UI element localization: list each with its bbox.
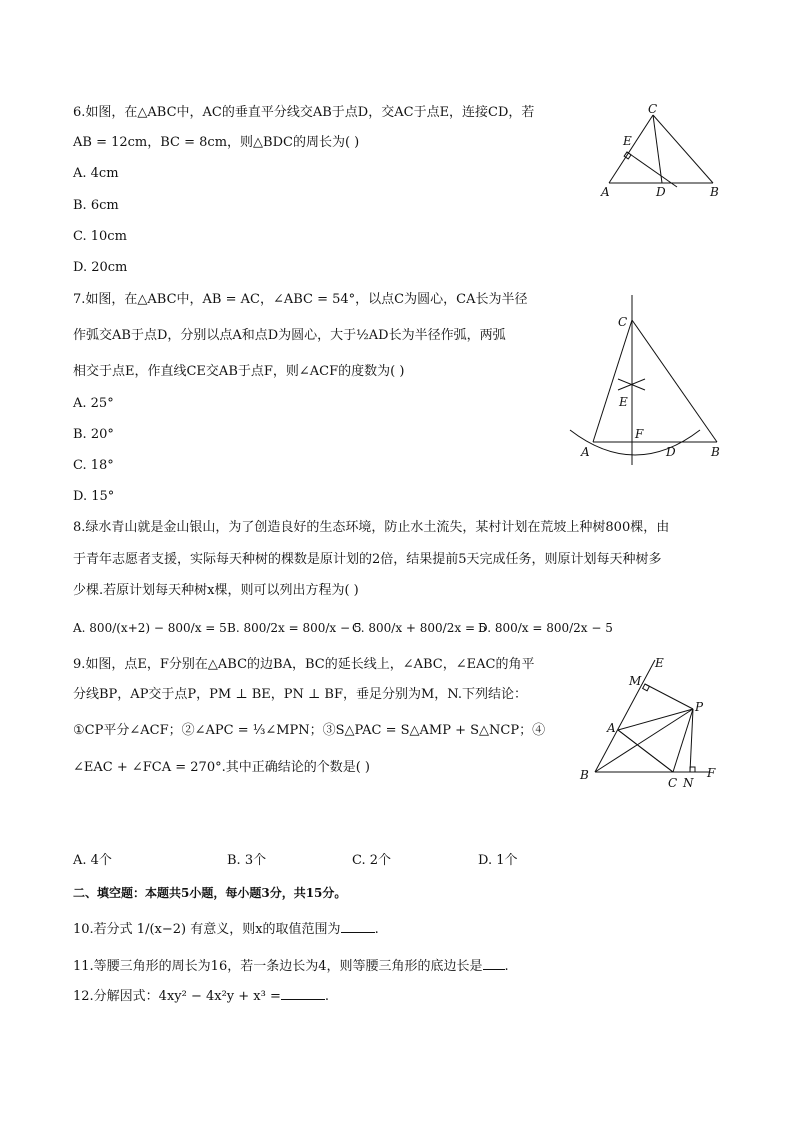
q7-line2: 作弧交AB于点D，分别以点A和点D为圆心，大于½AD长为半径作弧，两弧 (73, 328, 506, 343)
q8-option-d: D. 800/x = 800/2x − 5 (478, 621, 613, 635)
q7-figure (565, 290, 735, 470)
q8-option-b: B. 800/2x = 800/x − 5 (227, 621, 362, 635)
q12-end: . (324, 989, 330, 1004)
q9-label-n: N (683, 776, 694, 790)
q10-line (73, 920, 379, 939)
q12-answer-blank[interactable] (281, 987, 325, 1000)
q7-label-e: E (619, 395, 628, 409)
q7-line3: 相交于点E，作直线CE交AB于点F，则∠ACF的度数为( ) (73, 364, 405, 379)
q9-label-m: M (629, 674, 642, 688)
q9-line4: ∠EAC + ∠FCA = 270°.其中正确结论的个数是( ) (73, 760, 371, 775)
q7-label-c: C (618, 315, 628, 329)
q10-answer-blank[interactable] (341, 920, 375, 933)
q9-line2: 分线BP，AP交于点P，PM ⊥ BE，PN ⊥ BF，垂足分别为M，N.下列结论： (73, 687, 527, 702)
q6-label-b: B (710, 185, 719, 199)
section2-title: 二、填空题：本题共5小题，每小题3分，共15分。 (73, 886, 347, 900)
q10-end: . (374, 922, 379, 937)
q7-label-b: B (711, 445, 720, 459)
q7-option-b: B. 20° (73, 427, 114, 442)
q9-label-c: C (668, 776, 678, 790)
q6-option-c: C. 10cm (73, 229, 127, 244)
q6-option-b: B. 6cm (73, 198, 119, 213)
q8-line2: 于青年志愿者支援，实际每天种树的棵数是原计划的2倍，结果提前5天完成任务，则原计划每天种树多 (73, 552, 662, 567)
q9-figure (575, 655, 735, 795)
q9-option-c: C. 2个 (352, 853, 392, 868)
q9-label-f: F (707, 766, 716, 780)
q6-label-a: A (601, 185, 610, 199)
q7-label-d: D (666, 445, 676, 459)
q8-option-a: A. 800/(x+2) − 800/x = 5 (73, 621, 227, 635)
q9-line3: ①CP平分∠ACF；②∠APC = ⅓∠MPN；③S△PAC = S△AMP + S△NCP；④ (73, 723, 546, 738)
q6-label-e: E (623, 134, 632, 148)
q7-option-c: C. 18° (73, 458, 114, 473)
q7-label-a: A (581, 445, 590, 459)
q6-figure (595, 100, 735, 205)
q9-label-p: P (695, 700, 704, 714)
q6-line1: 6.如图，在△ABC中，AC的垂直平分线交AB于点D，交AC于点E，连接CD，若 (73, 105, 535, 120)
q12-text: 12.分解因式：4xy² − 4x²y + x³ = (73, 989, 281, 1004)
q8-option-c: C. 800/x + 800/2x = 5 (352, 621, 487, 635)
q9-label-a: A (607, 721, 616, 735)
q6-option-a: A. 4cm (73, 166, 119, 181)
q9-line1: 9.如图，点E，F分别在△ABC的边BA，BC的延长线上，∠ABC，∠EAC的角平 (73, 657, 535, 672)
q7-label-f: F (635, 427, 644, 441)
q9-label-e: E (655, 656, 664, 670)
q6-label-c: C (648, 102, 658, 116)
q9-label-b: B (580, 768, 589, 782)
q9-option-b: B. 3个 (227, 853, 267, 868)
q10-text: 10.若分式 1/(x−2) 有意义，则x的取值范围为 (73, 922, 341, 937)
q9-option-a: A. 4个 (73, 853, 112, 868)
q9-option-d: D. 1个 (478, 853, 518, 868)
q6-label-d: D (656, 185, 666, 199)
q8-line3: 少棵.若原计划每天种树x棵，则可以列出方程为( ) (73, 583, 359, 598)
q11-line (73, 957, 509, 976)
q7-line1: 7.如图，在△ABC中，AB = AC，∠ABC = 54°，以点C为圆心，CA长为半径 (73, 292, 528, 307)
q8-line1: 8.绿水青山就是金山银山，为了创造良好的生态环境，防止水土流失，某村计划在荒坡上种树800棵，由 (73, 520, 670, 535)
q7-option-d: D. 15° (73, 489, 115, 504)
q6-line2: AB = 12cm，BC = 8cm，则△BDC的周长为( ) (73, 135, 360, 150)
q11-text: 11.等腰三角形的周长为16，若一条边长为4，则等腰三角形的底边长是 (73, 959, 483, 974)
q6-option-d: D. 20cm (73, 260, 128, 275)
q11-end: . (504, 959, 509, 974)
q12-line (73, 987, 329, 1006)
q7-option-a: A. 25° (73, 396, 114, 411)
q11-answer-blank[interactable] (483, 957, 505, 970)
